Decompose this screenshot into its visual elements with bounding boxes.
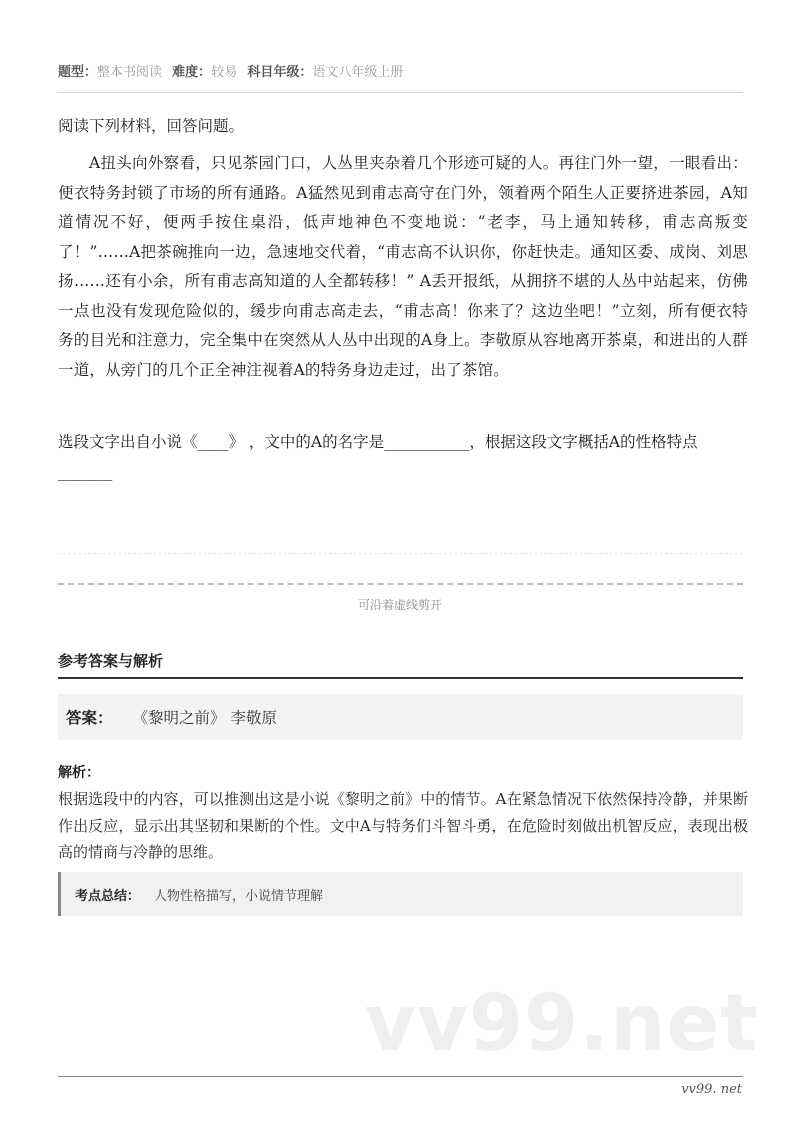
answer-value: 《黎明之前》 李敬原	[132, 709, 277, 727]
answer-space-line	[58, 553, 743, 554]
difficulty-label: 难度：	[172, 65, 212, 80]
type-label: 题型：	[58, 65, 98, 80]
cut-hint: 可沿着虚线剪开	[357, 598, 442, 612]
question-meta	[58, 64, 743, 82]
question-instruction: 阅读下列材料，回答问题。	[58, 117, 245, 135]
cut-line	[58, 583, 743, 585]
key-points-box	[58, 872, 743, 916]
watermark: vv99.net	[365, 979, 759, 1069]
type-value: 整本书阅读	[97, 65, 163, 80]
answer-label: 答案：	[66, 709, 113, 727]
answer-box	[58, 694, 743, 740]
answer-section-title: 参考答案与解析	[58, 652, 164, 670]
question-prompt: 选段文字出自小说《____》 ，文中的A的名字是___________，根据这段文字概括A的性格特点_______	[58, 433, 698, 481]
footer-divider	[58, 1076, 743, 1077]
summary-value: 人物性格描写，小说情节理解	[154, 888, 324, 904]
subject-label: 科目年级：	[247, 65, 313, 80]
difficulty-value: 较易	[211, 65, 238, 80]
meta-divider	[58, 92, 743, 93]
footer-site-label: vv99. net	[681, 1082, 742, 1097]
answer-section-divider	[58, 677, 743, 679]
summary-label: 考点总结：	[75, 888, 141, 904]
reading-passage: A扭头向外察看，只见茶园门口，人丛里夹杂着几个形迹可疑的人。再往门外一望，一眼看出：便衣特务封锁了市场的所有通路。A猛然见到甫志高守在门外，领着两个陌生人正要挤进茶园，A知道情况不好，便两手按住桌沿，低声地神色不变地说：“老李，马上通知转移，甫志高叛变了！”……A把茶碗推向一边，急速地交代着，“甫志高不认识你，你赶快走。通知区委、成岗、刘思扬……还有小余，所有甫志高知道的人全都转移！” A丢开报纸，从拥挤不堪的人丛中站起来，仿佛一点也没有发现危险似的，缓步向甫志高走去，“甫志高！你来了？这边坐吧！”立刻，所有便衣特务的目光和注意力，完全集中在突然从人丛中出现的A身上。李敬原从容地离开茶桌，和进出的人群一道，从旁门的几个正全神注视着A的特务身边走过，出了茶馆。	[58, 154, 748, 379]
analysis-label: 解析：	[58, 765, 100, 781]
subject-value: 语文八年级上册	[312, 65, 404, 80]
analysis-text: 根据选段中的内容，可以推测出这是小说《黎明之前》中的情节。A在紧急情况下依然保持冷静，并果断作出反应，显示出其坚韧和果断的个性。文中A与特务们斗智斗勇，在危险时刻做出机智反应，表现出极高的情商与冷静的思维。	[58, 790, 748, 861]
